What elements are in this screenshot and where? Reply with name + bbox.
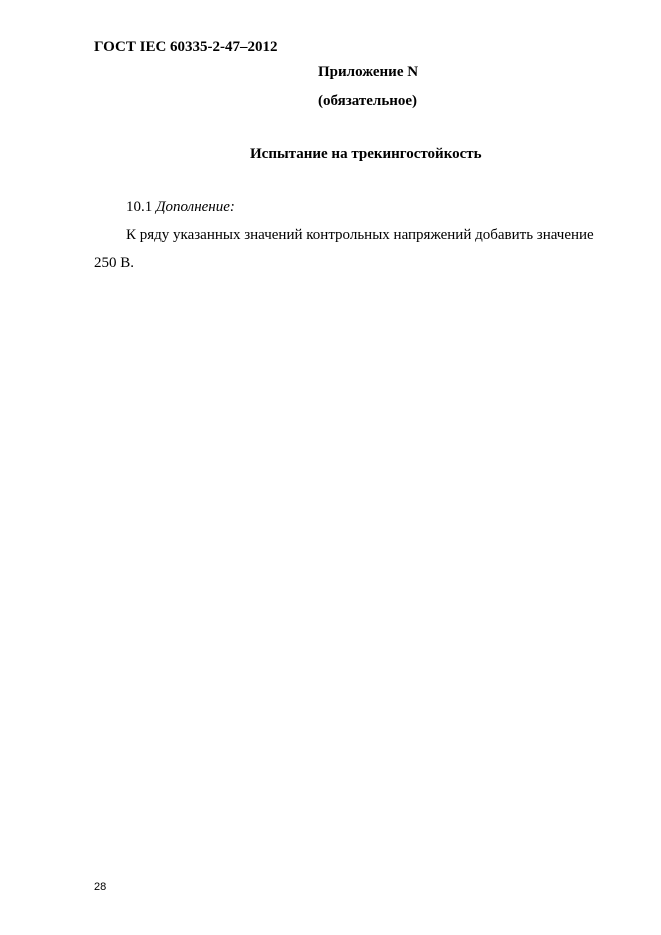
body-text-line-2: 250 В. xyxy=(94,255,135,271)
annex-title: Приложение N xyxy=(318,64,419,80)
clause-label: Дополнение: xyxy=(156,199,235,215)
clause-heading xyxy=(126,200,235,215)
body-text-line-1: К ряду указанных значений контрольных напряжений добавить значение xyxy=(126,227,594,243)
page-number: 28 xyxy=(94,881,107,893)
annex-status: (обязательное) xyxy=(318,93,418,109)
document-header: ГОСТ IEC 60335-2-47–2012 xyxy=(94,39,278,55)
section-title: Испытание на трекингостойкость xyxy=(250,146,482,162)
clause-number: 10.1 xyxy=(126,199,153,215)
